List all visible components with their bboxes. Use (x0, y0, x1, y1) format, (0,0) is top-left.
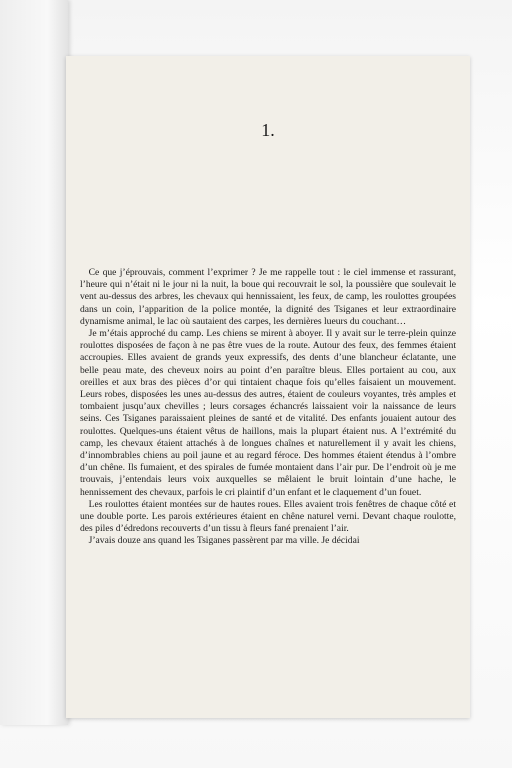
body-text (80, 267, 456, 548)
book-page (66, 56, 470, 718)
paragraph: Les roulottes étaient montées sur de hautes roues. Elles avaient trois fenêtres de chaque côté et une double porte. Les parois extérieures étaient en chêne naturel verni. Devant chaque roulotte, des piles d’édredons recouverts d’un tissu à fleurs fané prenaient l’air. (80, 498, 456, 535)
facing-page-edge (0, 0, 68, 725)
paragraph: Je m’étais approché du camp. Les chiens se mirent à aboyer. Il y avait sur le terre-plein quinze roulottes disposées de façon à ne pas être vues de la route. Autour des feux, des femmes étaient accroupies. Elles avaient de grands yeux expressifs, des dents d’une blancheur éclatante, une belle peau mate, des cheveux noirs au point d’en paraître bleus. Elles portaient au cou, aux oreilles et aux bras des pièces d’or qui tintaient chaque fois qu’elles faisaient un mouvement. Leurs robes, disposées les unes au-dessus des autres, étaient de couleurs voyantes, très amples et tombaient jusqu’aux chevilles ; leurs corsages échancrés laissaient voir la naissance de leurs seins. Ces Tsiganes paraissaient pleines de santé et de vitalité. Des enfants jouaient autour des roulottes. Quelques-uns étaient vêtus de haillons, mais la plupart étaient nus. A l’extrémité du camp, les chevaux étaient attachés à de longues chaînes et naturellement il y avait les chiens, d’innombrables chiens au poil jaune et au regard féroce. Des hommes étaient étendus à l’ombre d’un chêne. Ils fumaient, et des spirales de fumée montaient dans l’air pur. De l’endroit où je me trouvais, j’entendais leurs voix auxquelles se mêlaient le bruit lointain d’une hache, le hennissement des chevaux, parfois le cri plaintif d’un enfant et le claquement d’un fouet. (80, 328, 456, 498)
paragraph: J’avais douze ans quand les Tsiganes passèrent par ma ville. Je décidai (88, 535, 360, 547)
paragraph: Ce que j’éprouvais, comment l’exprimer ? Je me rappelle tout : le ciel immense et rassurant, l’heure qui n’était ni le jour ni la nuit, la boue qui recouvrait le sol, la poussière que soulevait le vent au-dessus des arbres, les chevaux qui hennissaient, les feux, de camp, les roulottes groupées dans un coin, l’apparition de la police montée, la dignité des Tsiganes et leur extraordinaire dynamisme animal, le lac où sautaient des carpes, les dernières lueurs du couchant… (80, 267, 456, 327)
chapter-number: 1. (261, 120, 275, 140)
